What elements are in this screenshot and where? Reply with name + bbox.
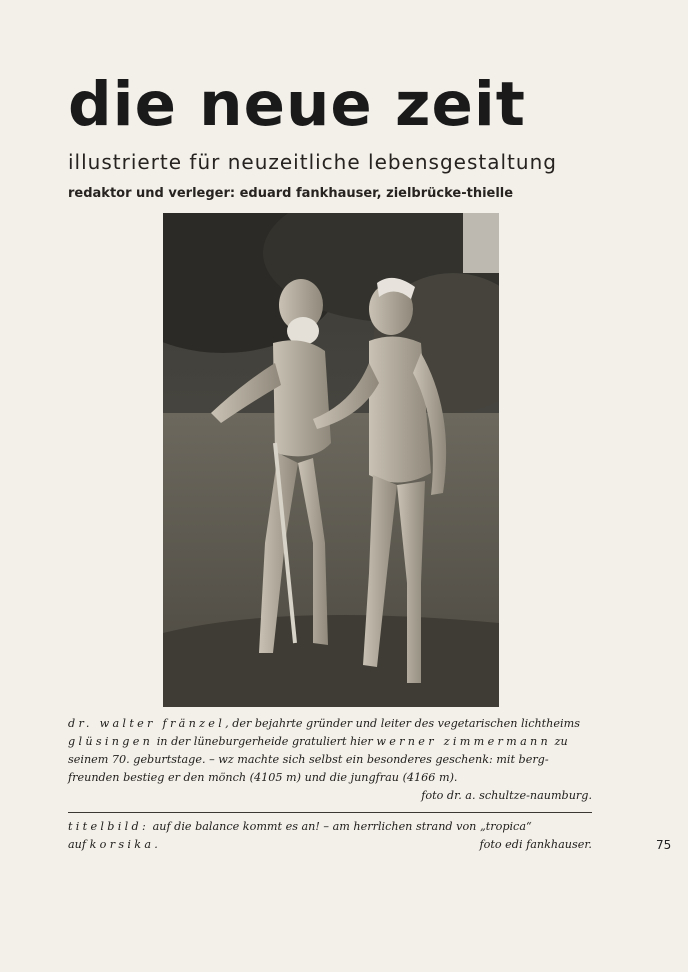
titlebild-credit: foto edi fankhauser.	[479, 838, 592, 851]
titlebild-label: titelbild:	[68, 820, 150, 833]
caption-line1: , der bejahrte gründer und leiter des vegetarischen lichtheims	[225, 717, 580, 730]
divider-rule	[68, 812, 592, 813]
caption-line2-end: zu	[551, 735, 568, 748]
page-number: 75	[656, 838, 672, 852]
photo-caption	[68, 715, 592, 805]
caption-line3: seinem 70. geburtstage. – wz machte sich selbst ein besonderes geschenk: mit berg-	[68, 753, 549, 766]
masthead-title: die neue zeit	[68, 69, 526, 140]
caption-name: dr. walter fränzel	[68, 717, 226, 730]
caption-person: werner zimmermann	[376, 735, 552, 748]
caption-credit: foto dr. a. schultze-naumburg.	[421, 789, 592, 802]
caption-place: glüsingen	[68, 735, 154, 748]
caption-line2-mid: in der lüneburgerheide gratuliert hier	[153, 735, 377, 748]
titlebild-prefix: auf	[68, 838, 90, 851]
editor-line: redaktor und verleger: eduard fankhauser, zielbrücke-thielle	[68, 186, 514, 201]
titlebild-note	[68, 818, 592, 854]
masthead-subtitle: illustrierte für neuzeitliche lebensgestaltung	[68, 150, 557, 174]
titlebild-place: korsika.	[89, 838, 162, 851]
titlebild-line1: auf die balance kommt es an! – am herrlichen strand von „tropica“	[149, 820, 532, 833]
photograph	[163, 213, 499, 707]
caption-line4: freunden bestieg er den mönch (4105 m) und die jungfrau (4166 m).	[68, 771, 458, 784]
